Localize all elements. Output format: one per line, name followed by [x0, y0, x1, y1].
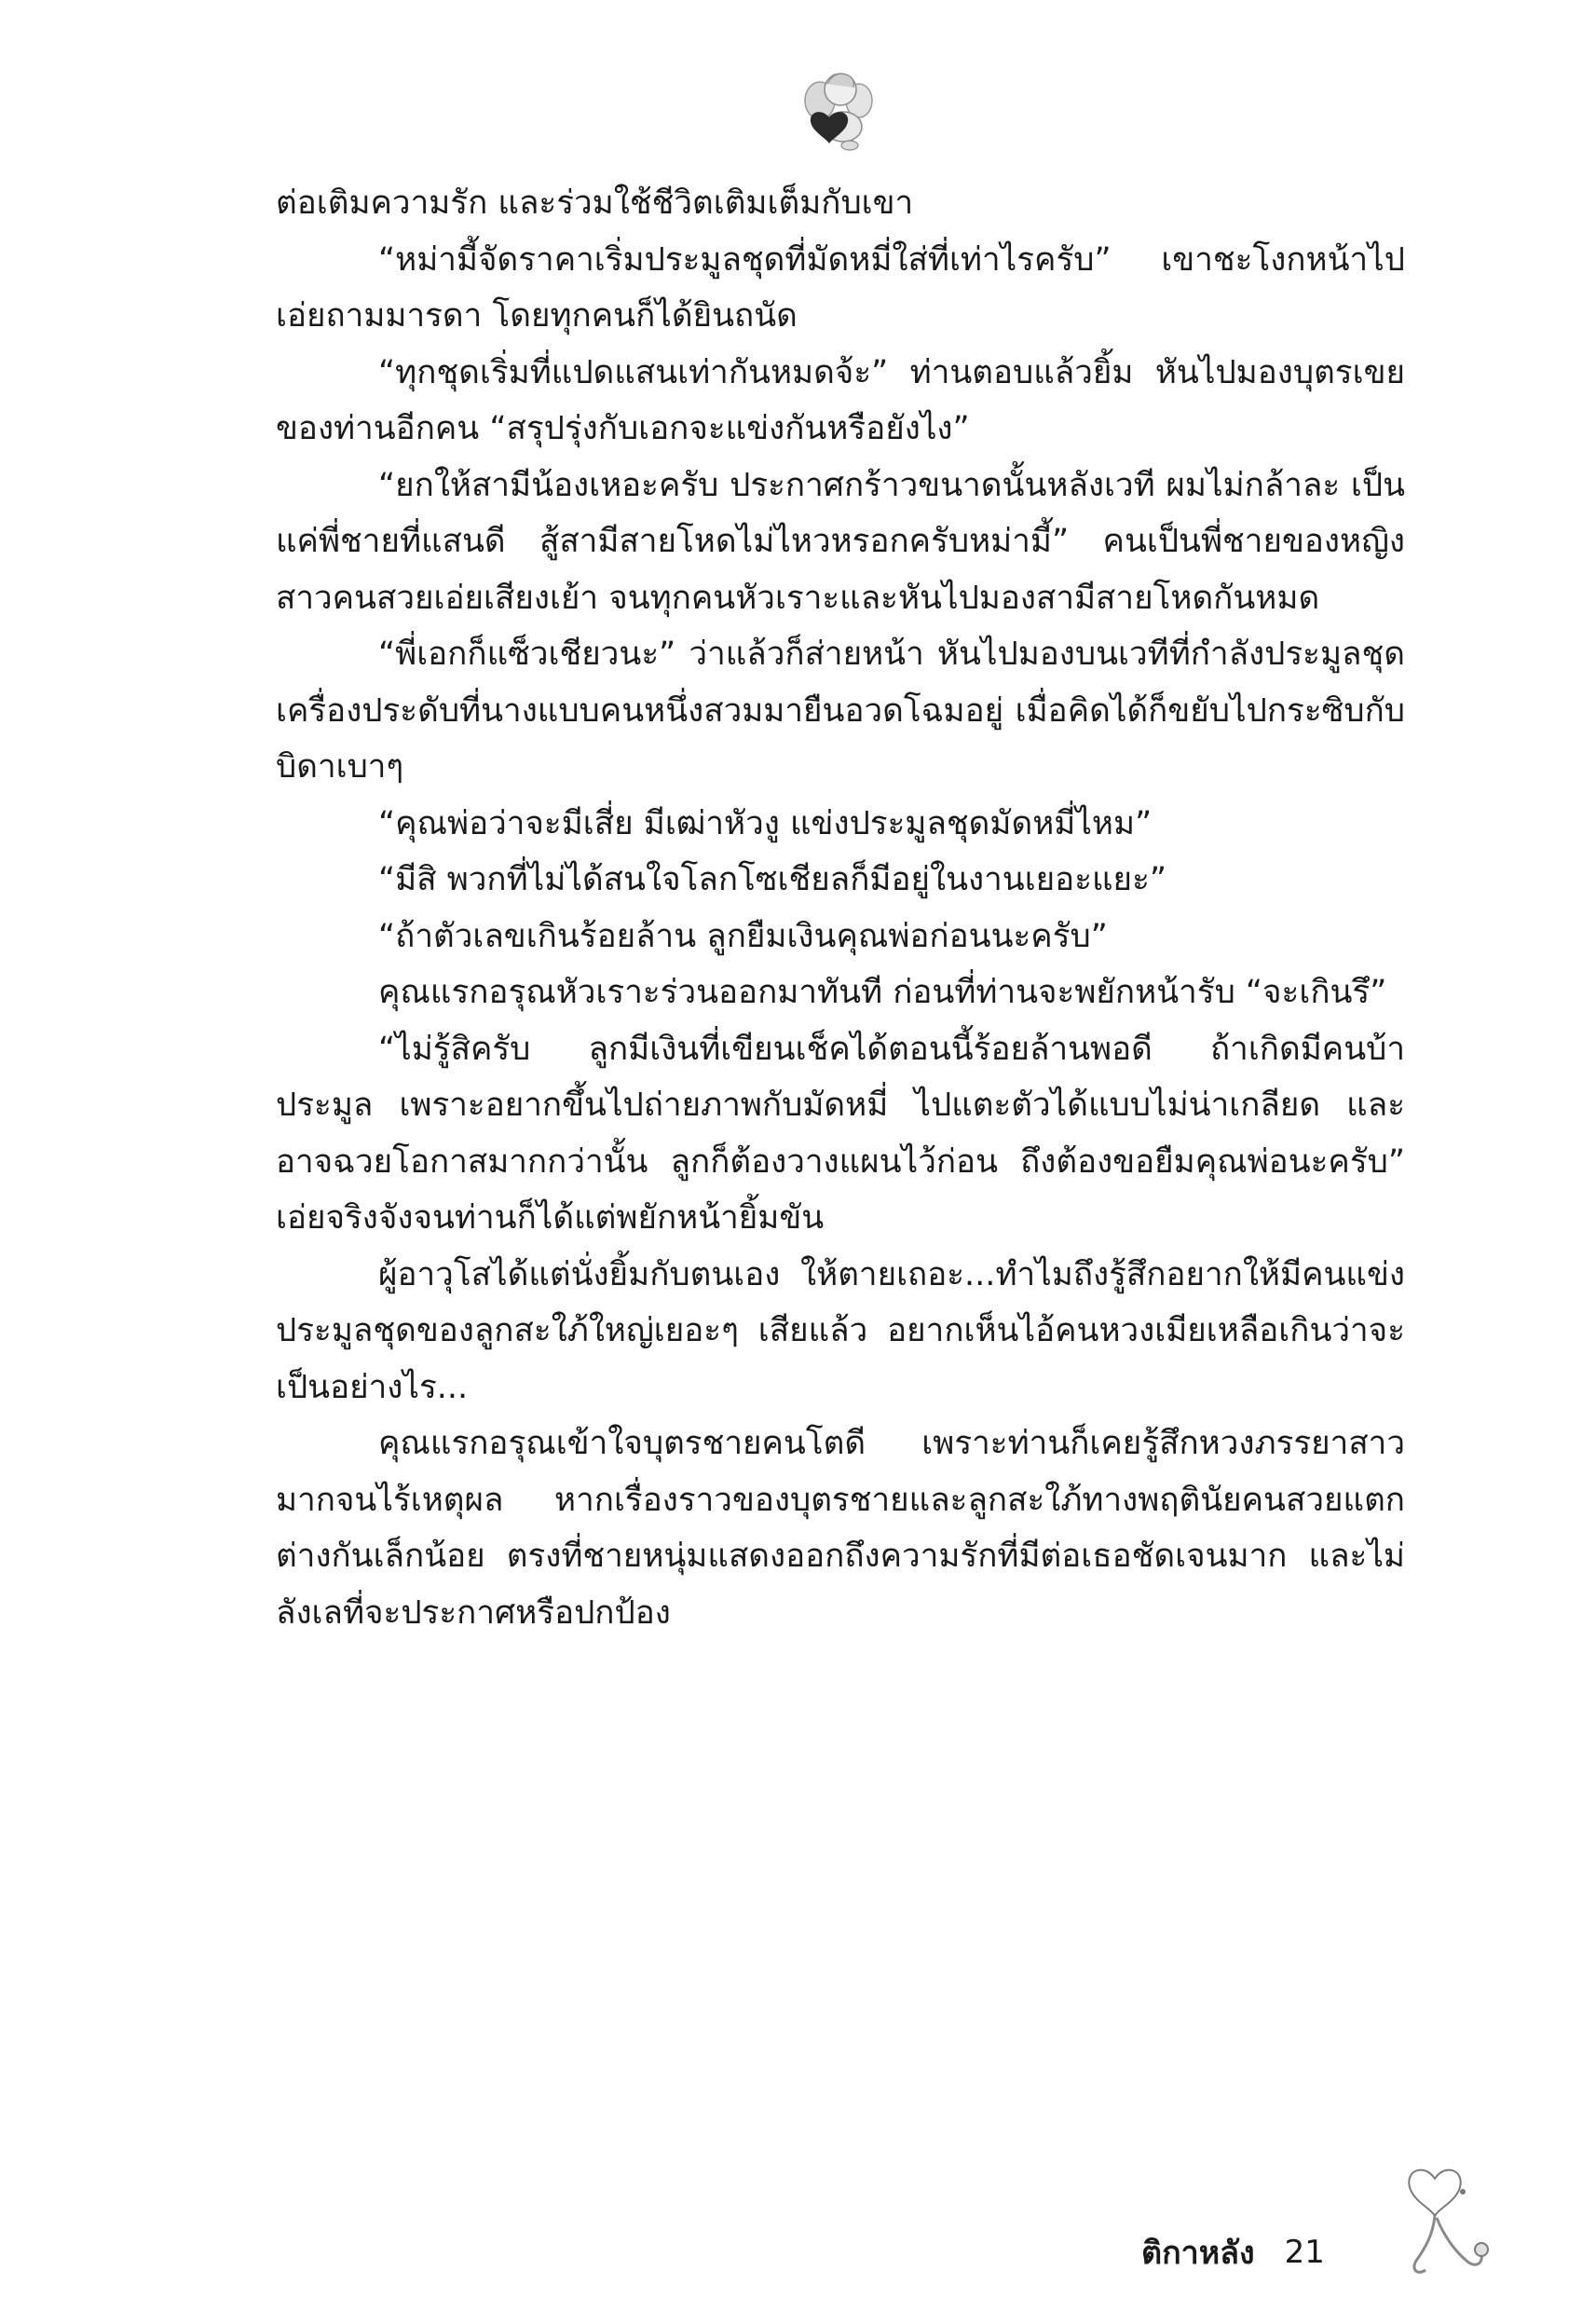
- paragraph: “มีสิ พวกที่ไม่ได้สนใจโลกโซเชียลก็มีอยู่ในงานเยอะแยะ”: [378, 861, 1166, 898]
- paragraph: “ทุกชุดเริ่มที่แปดแสนเท่ากันหมดจ้ะ” ท่านตอบแล้วยิ้ม หันไปมองบุตรเขยของท่านอีกคน “สรุปรุ่งกับเอกจะแข่งกันหรือยังไง”: [276, 353, 1405, 447]
- paragraph: “ไม่รู้สิครับ ลูกมีเงินที่เขียนเช็คได้ตอนนี้ร้อยล้านพอดี ถ้าเกิดมีคนบ้าประมูล เพราะอยากขึ้นไปถ่ายภาพกับมัดหมี่ ไปแตะตัวได้แบบไม่น่าเกลียด และอาจฉวยโอกาสมากกว่านั้น ลูกก็ต้องวางแผนไว้ก่อน ถึงต้องขอยืมคุณพ่อนะครับ” เอ่ยจริงจังจนท่านก็ได้แต่พยักหน้ายิ้มขัน: [276, 1030, 1405, 1237]
- paragraph: คุณแรกอรุณเข้าใจบุตรชายคนโตดี เพราะท่านก็เคยรู้สึกหวงภรรยาสาวมากจนไร้เหตุผล หากเรื่องราวของบุตรชายและลูกสะใภ้ทางพฤตินัยคนสวยแตกต่างกันเล็กน้อย ตรงที่ชายหนุ่มแสดงออกถึงความรักที่มีต่อเธอชัดเจนมาก และไม่ลังเลที่จะประกาศหรือปกป้อง: [276, 1425, 1405, 1632]
- book-title: ติกาหลัง: [1141, 2235, 1255, 2272]
- heart-stethoscope-icon: [1398, 2151, 1500, 2281]
- paragraph: ต่อเติมความรัก และร่วมใช้ชีวิตเติมเต็มกับเขา: [276, 185, 914, 222]
- body-text: [276, 175, 1405, 2197]
- paragraph: ผู้อาวุโสได้แต่นั่งยิ้มกับตนเอง ให้ตายเถอะ...ทำไมถึงรู้สึกอยากให้มีคนแข่งประมูลชุดของลูกสะใภ้ใหญ่เยอะๆ เสียแล้ว อยากเห็นไอ้คนหวงเมียเหลือเกินว่าจะเป็นอย่างไร...: [276, 1255, 1405, 1406]
- cupid-heart-icon: [792, 63, 885, 157]
- paragraph: “หม่ามี้จัดราคาเริ่มประมูลชุดที่มัดหมี่ใส่ที่เท่าไรครับ” เขาชะโงกหน้าไปเอ่ยถามมารดา โดยทุกคนก็ได้ยินถนัด: [276, 240, 1405, 335]
- paragraph: “ถ้าตัวเลขเกินร้อยล้าน ลูกยืมเงินคุณพ่อก่อนนะครับ”: [378, 917, 1108, 955]
- paragraph: “คุณพ่อว่าจะมีเสี่ย มีเฒ่าหัวงู แข่งประมูลชุดมัดหมี่ไหม”: [378, 804, 1153, 842]
- paragraph: “พี่เอกก็แซ็วเชียวนะ” ว่าแล้วก็ส่ายหน้า หันไปมองบนเวทีที่กำลังประมูลชุดเครื่องประดับที่นางแบบคนหนึ่งสวมมายืนอวดโฉมอยู่ เมื่อคิดได้ก็ขยับไปกระซิบกับบิดาเบาๆ: [276, 636, 1405, 786]
- paragraph: คุณแรกอรุณหัวเราะร่วนออกมาทันที ก่อนที่ท่านจะพยักหน้ารับ “จะเกินรึ”: [378, 974, 1387, 1011]
- page-footer: [1141, 2224, 1325, 2280]
- page-number: 21: [1284, 2234, 1325, 2271]
- paragraph: “ยกให้สามีน้องเหอะครับ ประกาศกร้าวขนาดนั้นหลังเวที ผมไม่กล้าละ เป็นแค่พี่ชายที่แสนดี สู้สามีสายโหดไม่ไหวหรอกครับหม่ามี้” คนเป็นพี่ชายของหญิงสาวคนสวยเอ่ยเสียงเย้า จนทุกคนหัวเราะและหันไปมองสามีสายโหดกันหมด: [276, 466, 1405, 617]
